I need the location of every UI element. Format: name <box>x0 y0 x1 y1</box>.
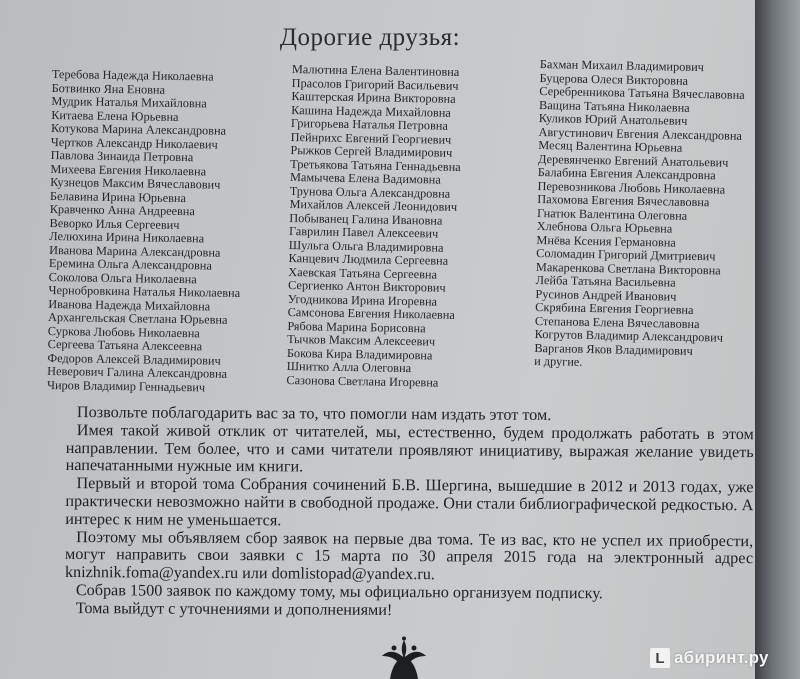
paragraph-response: Имея такой живой отклик от читателей, мы, естественно, будем продолжать работать в этом направлении. Тем более, что и сами читатели проявляют инициативу, выражая желание увидеть напечатанными нужные им книги. <box>65 420 754 476</box>
name-list-item: Веворко Илья Сергеевич <box>49 215 180 232</box>
name-list-item: Серебренникова Татьяна Вячеславовна <box>539 83 745 102</box>
name-list-item: Шнитко Алла Олеговна <box>286 358 412 376</box>
name-list-item: Кузнецов Максим Вячеславович <box>50 174 221 192</box>
name-list-item: Месяц Валентина Юрьевна <box>538 137 683 155</box>
name-list-item: Мамычева Елена Вадимовна <box>289 169 441 187</box>
name-list-item: Перевозникова Любовь Николаевна <box>537 178 726 197</box>
floral-ornament-icon <box>374 636 434 679</box>
paragraph-requests: Поэтому мы объявляем сбор заявок на первые два тома. Те из вас, кто не успел их приобрести, могут направить свои заявки с 15 марта по 30 апреля 2015 года на электронный адрес knizhnik.foma@yandex.ru или domlistopad@yandex.ru. <box>64 527 754 584</box>
name-list-item: Архангельская Светлана Юрьевна <box>47 309 228 327</box>
paragraph-volumes: Первый и второй тома Собрания сочинений Б.В. Шергина, вышедшие в 2012 и 2013 годах, уже практически невозможно найти в свободной продаже. Они стали библиографической редкостью. А интерес к ним не уменьшается. <box>65 474 754 530</box>
name-list-item: Рыжков Сергей Владимирович <box>290 142 453 160</box>
paragraph-closing: Тома выйдут с уточнениями и дополнениями! <box>75 598 393 619</box>
name-list-item: Варганов Яков Владимирович <box>534 340 693 358</box>
name-list-item: Пейнрихс Евгений Георгиевич <box>290 129 452 147</box>
paragraph-subscription: Собрав 1500 заявок по каждому тому, мы официально организуем подписку. <box>75 581 603 603</box>
page-title: Дорогие друзья: <box>279 24 461 51</box>
site-watermark <box>650 646 769 670</box>
body-text <box>65 404 754 622</box>
name-list-item: Лейба Татьяна Васильевна <box>535 272 676 290</box>
names-column-3 <box>534 58 745 372</box>
name-list-item: и другие. <box>534 353 583 369</box>
name-list-item: Михайлов Алексей Леонидович <box>289 196 458 214</box>
name-list-item: Русинов Андрей Иванович <box>535 286 677 304</box>
name-list-item: Федоров Алексей Владимирович <box>47 350 221 368</box>
name-list-item: Иванова Марина Александровна <box>49 242 221 260</box>
name-list-item: Макаренкова Светлана Викторовна <box>535 259 721 278</box>
name-list-item: Мнёва Ксения Германовна <box>536 232 676 250</box>
watermark-text: абиринт.ру <box>674 648 769 667</box>
name-list-item: Китаева Елена Юрьевна <box>51 107 179 124</box>
name-list-item: Третьякова Татьяна Геннадьевна <box>290 156 461 174</box>
name-list-item: Ващина Татьяна Николаевна <box>538 97 690 115</box>
watermark-badge: L <box>650 648 670 668</box>
name-list-item: Хлебнова Ольга Юрьевна <box>536 218 673 236</box>
name-list-item: Каштерская Ирина Викторовна <box>291 88 456 106</box>
name-list-item: Трунова Ольга Александровна <box>289 183 451 201</box>
name-list-item: Теребова Надежда Николаевна <box>51 67 214 84</box>
name-list-item: Чертков Александр Николаевич <box>50 134 218 152</box>
names-column-2 <box>286 63 462 390</box>
name-list-item: Соколова Ольга Николаевна <box>48 269 197 286</box>
name-list-item: Скрябина Евгения Георгиевна <box>535 299 694 317</box>
paragraph-thanks: Позвольте поблагодарить вас за то, что помогли нам издать этот том. <box>76 403 552 424</box>
name-list-item: Соломадин Григорий Дмитриевич <box>536 245 716 264</box>
name-list-item: Самсонова Евгения Николаевна <box>287 304 455 322</box>
name-list-item: Пахомова Евгения Вячеславовна <box>537 191 710 210</box>
name-list-item: Хаевская Татьяна Сергеевна <box>288 264 438 282</box>
name-list-item: Ботвинко Яна Еновна <box>51 80 166 97</box>
name-list-item: Деревянченко Евгений Анатольевич <box>537 151 729 170</box>
name-list-item: Балабина Евгения Александровна <box>537 164 716 183</box>
name-list-item: Побыванец Галина Ивановна <box>289 210 443 228</box>
name-list-item: Шульга Ольга Владимировна <box>288 237 444 255</box>
name-list-item: Куликов Юрий Анатольевич <box>538 110 688 128</box>
name-list-item: Прасолов Григорий Васильевич <box>291 75 459 93</box>
name-list-item: Сазонова Светлана Игоревна <box>286 372 439 390</box>
name-list-item: Кравченко Анна Андреевна <box>49 201 196 219</box>
name-list-item: Сергеева Татьяна Алексеевна <box>47 336 203 354</box>
name-list-item: Еремина Ольга Александровна <box>48 255 213 273</box>
name-list-item: Рябова Марина Борисовна <box>287 318 426 335</box>
name-list-item: Сергиенко Антон Викторович <box>288 277 446 295</box>
name-list-item: Чернобровкина Наталья Николаевна <box>48 282 241 300</box>
name-list-item: Гаврилин Павел Алексеевич <box>288 223 439 241</box>
name-list-item: Суркова Любовь Николаевна <box>47 323 200 340</box>
name-list-item: Малютина Елена Валентиновна <box>291 62 460 79</box>
name-list-item: Иванова Надежда Михайловна <box>48 296 211 314</box>
name-list-item: Степанова Елена Вячеславовна <box>534 313 700 331</box>
name-list-item: Бокова Кира Владимировна <box>286 345 433 362</box>
name-list-item: Белавина Ирина Юрьевна <box>49 188 187 205</box>
name-list-item: Чиров Владимир Геннадьевич <box>46 377 206 394</box>
name-list-item: Лелюхина Ирина Николаевна <box>49 228 205 246</box>
name-list-item: Котукова Марина Александровна <box>50 120 227 138</box>
name-list-item: Григорьева Наталья Петровна <box>290 115 448 133</box>
name-list-item: Павлова Зинаида Петровна <box>50 147 194 165</box>
name-list-item: Угодникова Ирина Игоревна <box>287 291 438 309</box>
name-list-item: Мудрик Наталья Михайловна <box>51 93 207 111</box>
name-list-item: Августинович Евгения Александровна <box>538 124 743 143</box>
name-list-item: Канцевич Людмила Сергеевна <box>288 250 449 268</box>
name-list-item: Буцерова Олеся Викторовна <box>539 70 689 88</box>
name-list-item: Тычков Максим Алексеевич <box>287 331 436 349</box>
name-list-item: Бахман Михаил Владимирович <box>539 57 705 75</box>
name-list-item: Кашина Надежда Михайловна <box>291 102 451 120</box>
name-list-item: Гнатюк Валентина Олеговна <box>536 205 688 223</box>
name-list-item: Когрутов Владимир Александрович <box>534 326 724 345</box>
book-edge <box>755 0 800 679</box>
name-list-item: Михеева Евгения Николаевна <box>50 161 207 178</box>
name-list-item: Неверович Галина Александровна <box>47 363 228 381</box>
names-column-1 <box>47 68 244 395</box>
